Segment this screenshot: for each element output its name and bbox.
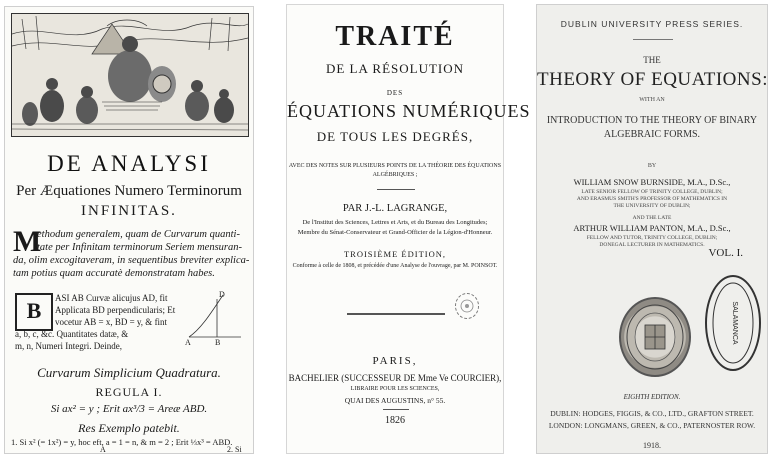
footnote: 1. Si x² (= 1x²) = y, hoc eft, a = 1 = n, & m = 2 ; Erit ⅓x³ = ABD. <box>11 437 233 447</box>
intro-line: ethodum generalem, quam de Curvarum quanti- <box>37 229 240 240</box>
title-page-traite <box>286 4 531 454</box>
rule-heading: REGULA I. <box>95 385 163 399</box>
diagram-label-a: A <box>185 338 191 347</box>
imprint-libraire: LIBRAIRE POUR LES SCIENCES, <box>350 386 440 392</box>
author-1-caption: LATE SENIOR FELLOW OF TRINITY COLLEGE, DUBLIN; <box>581 189 723 195</box>
edition-note: Conforme à celle de 1808, et précédée d'une Analyse de l'ouvrage, par M. POINSOT. <box>292 263 498 269</box>
intro-line: tate per Infinitam terminorum Seriem mensuran- <box>37 242 243 253</box>
frontispiece-engraving <box>11 13 249 137</box>
rule-equation: Si ax² = y ; Erit ax³/3 = Areæ ABD. <box>50 403 208 415</box>
salamanca-stamp <box>705 275 761 371</box>
author-2: ARTHUR WILLIAM PANTON, M.A., D.Sc., <box>573 223 731 233</box>
publication-year: 1918. <box>643 441 661 450</box>
title-line-4: DE TOUS LES DEGRÉS, <box>316 129 474 144</box>
book-title: DE ANALYSI <box>47 151 211 176</box>
footnote-subscript: A <box>100 445 106 454</box>
by-label: BY <box>647 163 657 169</box>
publisher-line: LONDON: LONGMANS, GREEN, & CO., PATERNOSTER ROW. <box>548 421 756 430</box>
title-page-theory-of-equations <box>536 4 768 454</box>
library-stamp <box>455 293 479 319</box>
imprint-publisher: BACHELIER (SUCCESSEUR DE Mme Ve COURCIER), <box>288 373 502 383</box>
diagram-label-d: D <box>219 290 225 299</box>
ornamental-rule <box>347 313 445 315</box>
drop-cap: M <box>13 225 42 258</box>
engraving-illustration <box>12 14 248 136</box>
imprint-address: QUAI DES AUGUSTINS, n° 55. <box>344 396 446 405</box>
publisher-line: DUBLIN: HODGES, FIGGIS, & CO., LTD., GRAFTON STREET. <box>550 409 754 418</box>
notes-line: AVEC DES NOTES SUR PLUSIEURS POINTS DE LA THÉORIE DES ÉQUATIONS <box>288 163 502 169</box>
edition: TROISIÈME ÉDITION, <box>343 249 447 259</box>
diagram-label-b: B <box>215 338 221 347</box>
title-connector: WITH AN <box>639 97 665 103</box>
book-title: TRAITÉ <box>335 21 455 52</box>
imprint-year: 1826 <box>385 415 405 426</box>
definition-line: vocetur AB = x, BD = y, & fint <box>55 317 168 327</box>
title-line-2: DE LA RÉSOLUTION <box>325 61 465 76</box>
title-line-3: ÉQUATIONS NUMÉRIQUES <box>287 101 531 121</box>
subtitle-line: ALGEBRAIC FORMS. <box>603 129 701 140</box>
series-title: DUBLIN UNIVERSITY PRESS SERIES. <box>560 19 744 29</box>
notes-line: ALGÉBRIQUES ; <box>372 172 418 178</box>
author-affiliation: Membre du Sénat-Conservateur et Grand-Officier de la Légion-d'Honneur. <box>297 229 493 236</box>
subtitle-line: INTRODUCTION TO THE THEORY OF BINARY <box>546 115 758 126</box>
author-1-caption: AND ERASMUS SMITH'S PROFESSOR OF MATHEMATICS IN <box>576 196 728 202</box>
section-heading: Curvarum Simplicium Quadratura. <box>37 365 221 380</box>
edition: EIGHTH EDITION. <box>623 393 681 401</box>
intro-line: tam potius quam accuratè demonstratam habes. <box>13 268 215 279</box>
definition-line: m, n, Numeri Integri. Deinde, <box>15 341 122 351</box>
author: PAR J.-L. LAGRANGE, <box>342 203 448 214</box>
author-1: WILLIAM SNOW BURNSIDE, M.A., D.Sc., <box>573 177 731 187</box>
ornamental-initial: B <box>15 293 53 331</box>
subtitle-line-1: Per Æquationes Numero Terminorum <box>16 183 242 199</box>
title-connector: DES <box>386 89 404 97</box>
catchword: 2. Si <box>227 445 242 454</box>
title-page-de-analysi <box>4 6 254 454</box>
volume-number: VOL. I. <box>708 247 743 259</box>
definition-line: ASI AB Curvæ alicujus AD, fit <box>55 293 168 303</box>
stamp-text: SALAMANCA <box>731 301 738 345</box>
imprint-city: PARIS, <box>372 355 418 367</box>
author-2-caption: DONEGAL LECTURER IN MATHEMATICS. <box>599 242 705 248</box>
divider <box>383 409 409 410</box>
title-article: THE <box>643 55 661 65</box>
author-1-caption: THE UNIVERSITY OF DUBLIN; <box>613 203 691 209</box>
intro-line: da, olim excogitaveram, in sequentibus breviter explica- <box>13 255 250 266</box>
definition-line: a, b, c, &c. Quantitates datæ, & <box>15 329 129 339</box>
and-the-late: AND THE LATE <box>632 215 672 221</box>
divider <box>633 39 673 40</box>
definition-line: Applicata BD perpendicularis; Et <box>55 305 176 315</box>
divider <box>377 189 415 190</box>
library-seal <box>619 297 691 377</box>
author-2-caption: FELLOW AND TUTOR, TRINITY COLLEGE, DUBLIN; <box>586 235 718 241</box>
author-affiliation: De l'Institut des Sciences, Lettres et Arts, et du Bureau des Longitudes; <box>302 219 488 226</box>
example-note: Res Exemplo patebit. <box>78 421 180 435</box>
curve-diagram <box>183 285 249 345</box>
book-title: THEORY OF EQUATIONS: <box>537 69 768 90</box>
subtitle-line-2: INFINITAS. <box>81 203 177 219</box>
